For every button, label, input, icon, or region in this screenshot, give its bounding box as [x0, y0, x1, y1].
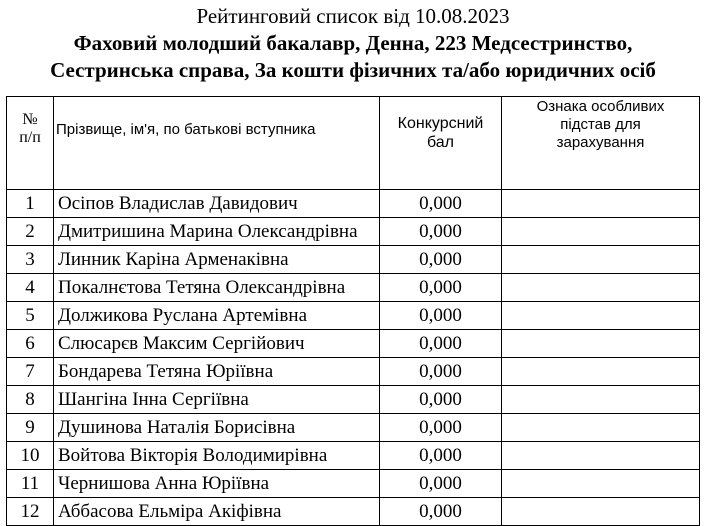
competitive-score: 0,000 [380, 330, 502, 358]
competitive-score: 0,000 [380, 274, 502, 302]
special-basis [502, 330, 700, 358]
row-number: 5 [7, 302, 54, 330]
special-basis [502, 190, 700, 218]
special-basis [502, 498, 700, 526]
special-basis [502, 470, 700, 498]
competitive-score: 0,000 [380, 358, 502, 386]
competitive-score: 0,000 [380, 246, 502, 274]
applicant-name: Слюсарєв Максим Сергійович [54, 330, 380, 358]
applicant-name: Душинова Наталія Борисівна [54, 414, 380, 442]
page-title: Рейтинговий список від 10.08.2023 [196, 4, 510, 28]
column-header-basis-line1: Ознака особливих [536, 98, 665, 115]
column-header-basis-line2: підстав для [560, 116, 641, 133]
row-number: 10 [7, 442, 54, 470]
special-basis [502, 442, 700, 470]
table-row [7, 442, 700, 470]
column-header-number-line1: № [22, 111, 38, 128]
program-line-2: Сестринська справа, За кошти фізичних та/або юридичних осіб [50, 58, 656, 82]
row-number: 7 [7, 358, 54, 386]
applicant-name: Войтова Вікторія Володимирівна [54, 442, 380, 470]
column-header-name: Прізвище, ім'я, по батькові вступника [54, 97, 380, 190]
column-header-number-line2: п/п [19, 129, 41, 146]
special-basis [502, 274, 700, 302]
row-number: 12 [7, 498, 54, 526]
competitive-score: 0,000 [380, 190, 502, 218]
competitive-score: 0,000 [380, 498, 502, 526]
row-number: 11 [7, 470, 54, 498]
table-header-row [7, 97, 700, 190]
table-row [7, 274, 700, 302]
row-number: 9 [7, 414, 54, 442]
special-basis [502, 414, 700, 442]
applicant-name: Осіпов Владислав Давидович [54, 190, 380, 218]
applicant-name: Чернишова Анна Юріївна [54, 470, 380, 498]
special-basis [502, 246, 700, 274]
special-basis [502, 386, 700, 414]
table-row [7, 246, 700, 274]
table-row [7, 302, 700, 330]
special-basis [502, 218, 700, 246]
column-header-score-line1: Конкурсний [397, 115, 484, 132]
applicant-name: Шангіна Інна Сергіївна [54, 386, 380, 414]
special-basis [502, 358, 700, 386]
table-row [7, 414, 700, 442]
row-number: 3 [7, 246, 54, 274]
applicant-name: Аббасова Ельміра Акіфівна [54, 498, 380, 526]
row-number: 6 [7, 330, 54, 358]
table-row [7, 470, 700, 498]
table-row [7, 218, 700, 246]
table-body [7, 190, 700, 526]
row-number: 2 [7, 218, 54, 246]
row-number: 1 [7, 190, 54, 218]
applicant-name: Покалнєтова Тетяна Олександрівна [54, 274, 380, 302]
competitive-score: 0,000 [380, 386, 502, 414]
table-row [7, 358, 700, 386]
row-number: 4 [7, 274, 54, 302]
row-number: 8 [7, 386, 54, 414]
competitive-score: 0,000 [380, 470, 502, 498]
applicant-name: Бондарева Тетяна Юріївна [54, 358, 380, 386]
column-header-number [7, 97, 54, 190]
competitive-score: 0,000 [380, 442, 502, 470]
column-header-score [380, 97, 502, 190]
applicant-name: Должикова Руслана Артемівна [54, 302, 380, 330]
column-header-basis [502, 97, 700, 190]
special-basis [502, 302, 700, 330]
rating-table [6, 96, 700, 526]
column-header-basis-line3: зарахування [556, 134, 645, 151]
column-header-score-line2: бал [426, 134, 455, 151]
table-row [7, 190, 700, 218]
competitive-score: 0,000 [380, 218, 502, 246]
table-row [7, 386, 700, 414]
program-line-1: Фаховий молодший бакалавр, Денна, 223 Медсестринство, [73, 31, 633, 55]
competitive-score: 0,000 [380, 302, 502, 330]
table-row [7, 330, 700, 358]
applicant-name: Линник Каріна Арменаківна [54, 246, 380, 274]
competitive-score: 0,000 [380, 414, 502, 442]
table-row [7, 498, 700, 526]
applicant-name: Дмитришина Марина Олександрівна [54, 218, 380, 246]
